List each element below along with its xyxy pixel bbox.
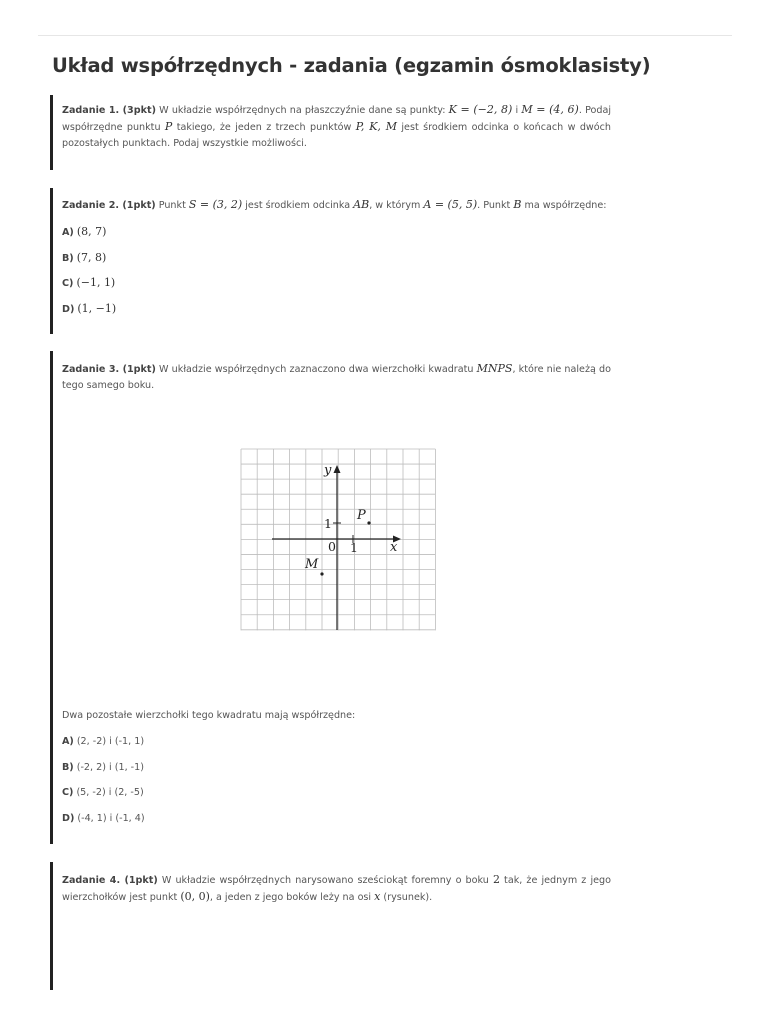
grid	[241, 449, 435, 630]
task-3-question: Dwa pozostałe wierzchołki tego kwadratu mają współrzędne:	[62, 710, 356, 721]
task-2-option-a[interactable]: A) (8, 7)	[62, 225, 107, 238]
task-2-options	[62, 224, 611, 317]
page-title: Układ współrzędnych - zadania (egzamin ósmoklasisty)	[52, 54, 651, 77]
origin-label: 0	[328, 539, 336, 554]
task-3-label: Zadanie 3. (1pkt)	[62, 364, 156, 375]
point-m: M = (4, 6)	[521, 103, 579, 116]
point-k: K = (−2, 8)	[448, 103, 513, 116]
top-divider	[38, 35, 732, 36]
x-tick-label: 1	[350, 540, 358, 555]
task-4	[50, 862, 611, 990]
task-3-text: Zadanie 3. (1pkt) W układzie współrzędnych zaznaczono dwa wierzchołki kwadratu MNPS, które nie należą do tego samego boku.	[62, 362, 611, 391]
axis-x: x	[374, 890, 381, 903]
hexagon-side: 2	[492, 873, 500, 886]
task-3-option-a[interactable]: A) (2, -2) i (-1, 1)	[62, 736, 145, 747]
segment-ab: AB	[353, 198, 370, 211]
task-3-option-b[interactable]: B) (-2, 2) i (1, -1)	[62, 761, 144, 773]
task-2-option-d[interactable]: D) (1, −1)	[62, 301, 117, 315]
y-tick-label: 1	[324, 516, 332, 531]
task-3-option-c[interactable]: C) (5, -2) i (2, -5)	[62, 787, 144, 798]
point-p: P	[164, 120, 173, 133]
x-axis-label: x	[390, 540, 398, 555]
task-2	[50, 188, 611, 334]
point-a: A = (5, 5)	[423, 198, 478, 211]
origin-point: (0, 0)	[180, 890, 210, 903]
task-4-text: Zadanie 4. (1pkt) W układzie współrzędnych narysowano sześciokąt foremny o boku 2 tak, że jednym z jego wierzchołków jest punkt (0, 0), a jeden z jego boków leży na osi x (rysunek).	[62, 873, 611, 903]
task-2-option-b[interactable]: B) (7, 8)	[62, 250, 107, 264]
task-1	[50, 95, 611, 170]
point-m-label: M	[305, 557, 319, 572]
task-2-option-c[interactable]: C) (−1, 1)	[62, 276, 116, 289]
y-axis-arrow	[334, 465, 341, 473]
square-mnps: MNPS	[476, 362, 513, 375]
point-p-marker	[367, 521, 370, 524]
task-1-label: Zadanie 1. (3pkt)	[62, 105, 156, 116]
task-1-text: Zadanie 1. (3pkt) W układzie współrzędnych na płaszczyźnie dane są punkty: K = (−2, 8) i M = (4, 6). Podaj współrzędne punktu P takiego, że jeden z trzech punktów P, K, M jest środkiem odcinka o końcach w dwóch pozostałych punktach. Podaj wszystkie możliwości.	[62, 103, 612, 149]
task-2-label: Zadanie 2. (1pkt)	[62, 200, 156, 211]
task-3-option-d[interactable]: D) (-4, 1) i (-1, 4)	[62, 812, 145, 824]
coordinate-graph	[239, 447, 437, 633]
y-axis-label: y	[324, 463, 332, 478]
point-b: B	[513, 198, 522, 211]
point-p-label: P	[357, 508, 366, 523]
task-4-label: Zadanie 4. (1pkt)	[62, 875, 158, 886]
task-3-options	[62, 734, 145, 827]
point-s: S = (3, 2)	[188, 198, 243, 211]
points-pkm: P, K, M	[355, 120, 397, 133]
task-2-text: Zadanie 2. (1pkt) Punkt S = (3, 2) jest środkiem odcinka AB, w którym A = (5, 5). Punkt B ma współrzędne:	[62, 198, 607, 211]
point-m-marker	[320, 572, 323, 575]
